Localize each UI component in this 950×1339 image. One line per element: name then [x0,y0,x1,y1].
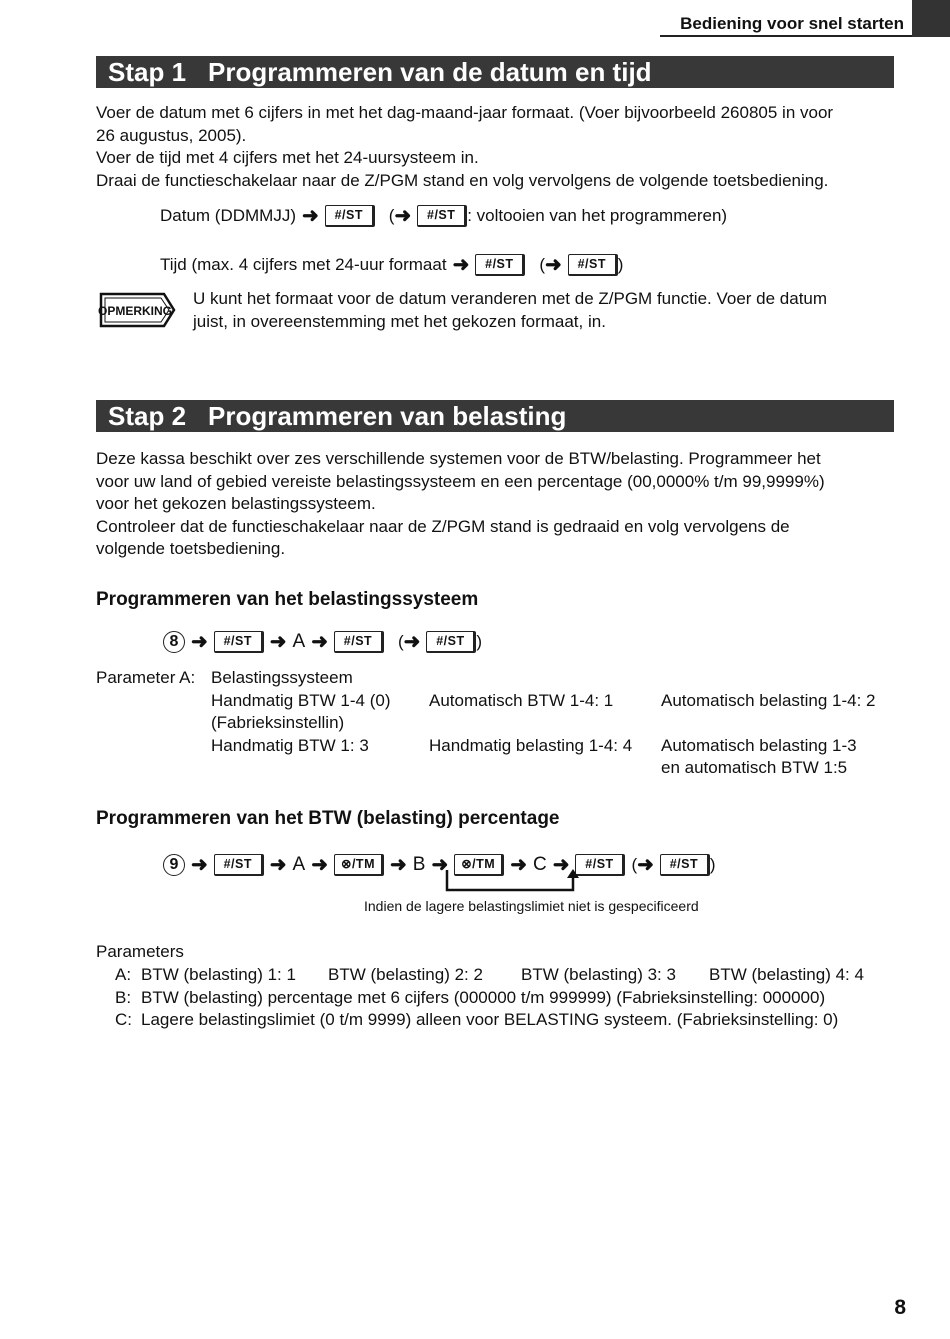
arrow-icon: ➜ [510,854,527,876]
running-header: Bediening voor snel starten [680,14,904,33]
st-key: #/ST [575,854,625,876]
param-a-list-label: A: [115,965,132,984]
paren-open: ( [397,632,404,651]
param-a: A [292,631,306,652]
tax-option-note: (Fabrieksinstellin) [211,713,345,732]
paren-open: ( [631,855,638,874]
param-b: B [412,854,426,875]
param-a-heading: Belastingssysteem [211,668,353,687]
code-8-icon: 8 [163,631,185,653]
param-a: A [292,854,306,875]
step1-number: Stap 1 [108,57,187,87]
bypass-caption: Indien de lagere belastingslimiet niet is gespecificeerd [364,898,699,914]
param-b-text: BTW (belasting) percentage met 6 cijfers (000000 t/m 999999) (Fabrieksinstelling: 000000) [141,988,826,1007]
paren-open: ( [539,255,545,274]
time-key-sequence [160,253,629,277]
arrow-icon: ➜ [311,854,328,876]
note-badge-label: OPMERKING [98,304,173,318]
time-label: Tijd (max. 4 cijfers met 24-uur formaat [160,255,447,274]
st-key: #/ST [214,854,264,876]
date-label: Datum (DDMMJJ) [160,206,296,225]
param-c-list-label: C: [115,1010,132,1029]
st-key: #/ST [325,205,375,227]
tax-option: Automatisch BTW 1-4: 1 [429,691,614,710]
header-rule [660,35,912,37]
paren-open: ( [388,206,395,225]
arrow-icon: ➜ [403,631,421,653]
arrow-icon: ➜ [191,631,208,653]
step2-line: voor uw land of gebied vereiste belastingssysteem en een percentage (00,0000% t/m 99,9999%) [96,471,825,491]
note-line: juist, in overeenstemming met het gekozen formaat, in. [193,311,606,331]
tax-rate-item: BTW (belasting) 3: 3 [521,965,676,984]
tax-rate-item: BTW (belasting) 4: 4 [709,965,864,984]
tax-option: Handmatig belasting 1-4: 4 [429,736,633,755]
parameters-title: Parameters [96,942,184,961]
step1-title-bar [96,56,894,88]
step1-line: Voer de tijd met 4 cijfers met het 24-uursysteem in. [96,148,479,167]
tax-option-cont: en automatisch BTW 1:5 [661,758,848,777]
param-a-label: Parameter A: [96,668,196,687]
step2-title: Programmeren van belasting [208,401,567,431]
st-key: #/ST [426,631,476,653]
page-number: 8 [894,1296,906,1319]
step1-line: Voer de datum met 6 cijfers in met het dag-maand-jaar formaat. (Voer bijvoorbeeld 260805 in voor [96,103,834,122]
param-c: C [532,854,547,875]
tm-key: ⊗/TM [334,854,384,876]
step2-line: voor het gekozen belastingssysteem. [96,494,376,513]
arrow-icon: ➜ [389,854,407,876]
arrow-icon: ➜ [545,254,562,276]
paren-close: ) [709,855,716,874]
tm-key: ⊗/TM [454,854,504,876]
arrow-icon: ➜ [302,205,319,227]
tax-rate-item: BTW (belasting) 2: 2 [328,965,483,984]
step1-title: Programmeren van de datum en tijd [208,57,652,87]
arrow-icon: ➜ [269,631,287,653]
step1-paragraph [96,102,896,192]
tax-option: Automatisch belasting 1-4: 2 [661,691,876,710]
st-key: #/ST [334,631,384,653]
st-key: #/ST [568,254,618,276]
st-key: #/ST [417,205,467,227]
tax-option: Handmatig BTW 1-4 (0) [211,691,391,710]
paren-close: ) [617,255,624,274]
step2-number: Stap 2 [108,401,187,431]
note-badge-icon [98,291,176,329]
param-c-text: Lagere belastingslimiet (0 t/m 9999) alleen voor BELASTING systeem. (Fabrieksinstelling: 0) [141,1010,839,1029]
bypass-arrow-icon [440,866,580,896]
arrow-icon: ➜ [637,854,654,876]
param-b-list-label: B: [115,988,132,1007]
st-key: #/ST [214,631,264,653]
paren-close: ) [476,632,483,651]
arrow-icon: ➜ [452,254,470,276]
tax-option: Handmatig BTW 1: 3 [211,736,369,755]
code-9-icon: 9 [163,854,185,876]
tax-system-heading: Programmeren van het belastingssysteem [96,589,479,610]
step2-title-bar [96,400,894,432]
arrow-icon: ➜ [269,854,287,876]
arrow-icon: ➜ [552,854,570,876]
header-tab [912,0,950,37]
step2-line: Controleer dat de functieschakelaar naar de Z/PGM stand is gedraaid en volg vervolgens de [96,516,790,536]
st-key: #/ST [660,854,710,876]
step1-line: Draai de functieschakelaar naar de Z/PGM stand en volg vervolgens de volgende toetsbediening. [96,170,829,190]
tax-rate-heading: Programmeren van het BTW (belasting) percentage [96,808,560,829]
arrow-icon: ➜ [191,854,208,876]
step2-line: Deze kassa beschikt over zes verschillende systemen voor de BTW/belasting. Programmeer het [96,449,821,468]
step2-paragraph [96,448,896,561]
tax-rate-item: BTW (belasting) 1: 1 [141,965,296,984]
arrow-icon: ➜ [431,854,449,876]
date-suffix: : voltooien van het programmeren) [467,206,728,225]
note-line: U kunt het formaat voor de datum veranderen met de Z/PGM functie. Voer de datum [193,289,828,308]
date-key-sequence [160,204,733,228]
note-text [193,288,893,333]
arrow-icon: ➜ [311,631,328,653]
step2-line: volgende toetsbediening. [96,539,286,558]
st-key: #/ST [475,254,525,276]
tax-option: Automatisch belasting 1-3 [661,736,857,755]
tax-system-key-sequence [163,630,488,654]
step1-line: 26 augustus, 2005). [96,125,247,145]
arrow-icon: ➜ [394,205,412,227]
